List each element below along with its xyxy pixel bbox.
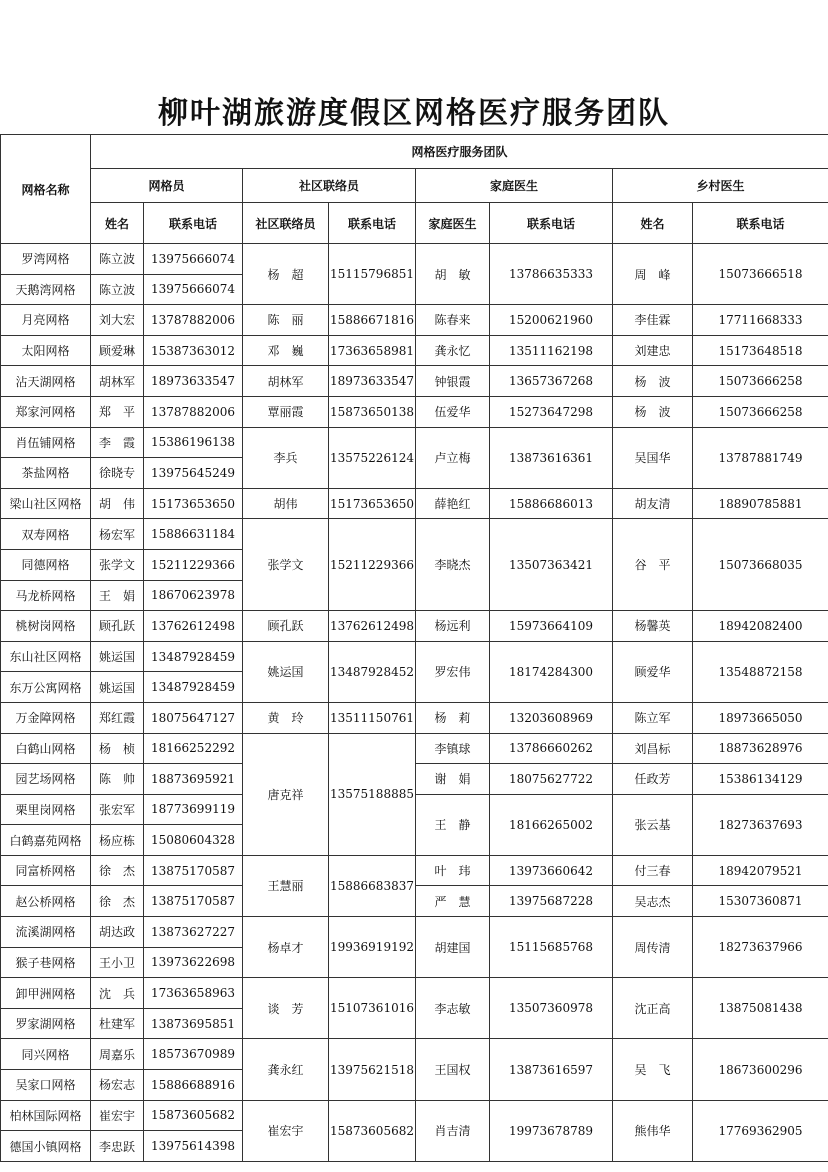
- family-doctor-name-cell: 薛艳红: [416, 488, 490, 519]
- gridman-name-cell: 张宏军: [91, 794, 144, 825]
- gridman-name-cell: 杨宏军: [91, 519, 144, 550]
- gridman-phone-cell: 13787882006: [144, 396, 243, 427]
- gridman-phone-cell: 13973622698: [144, 947, 243, 978]
- village-doctor-name-cell: 杨 波: [613, 396, 693, 427]
- family-doctor-name-cell: 陈春来: [416, 305, 490, 336]
- table-row: [1, 244, 828, 275]
- gridman-phone-cell: 15080604328: [144, 825, 243, 856]
- village-doctor-phone-cell: 15073666518: [693, 244, 828, 305]
- table-row: [1, 978, 828, 1009]
- team-table: [0, 134, 828, 1162]
- table-row: [1, 335, 828, 366]
- family-doctor-phone-cell: 13657367268: [490, 366, 613, 397]
- gridman-phone-cell: 15873605682: [144, 1100, 243, 1131]
- community-phone-cell: 13575188885: [329, 733, 416, 855]
- village-doctor-phone-cell: 15173648518: [693, 335, 828, 366]
- village-doctor-name-cell: 刘建忠: [613, 335, 693, 366]
- grid-name-cell: 桃树岗网格: [1, 611, 91, 642]
- family-doctor-name-cell: 杨远利: [416, 611, 490, 642]
- gridman-name-cell: 周嘉乐: [91, 1039, 144, 1070]
- village-doctor-phone-cell: 18942082400: [693, 611, 828, 642]
- community-name-cell: 胡林军: [243, 366, 329, 397]
- village-doctor-phone-cell: 15386134129: [693, 764, 828, 795]
- family-doctor-name-cell: 王 静: [416, 794, 490, 855]
- village-doctor-name-cell: 张云基: [613, 794, 693, 855]
- subheader-name: 姓名: [613, 203, 693, 244]
- gridman-name-cell: 李 霞: [91, 427, 144, 458]
- community-phone-cell: 15211229366: [329, 519, 416, 611]
- family-doctor-phone-cell: 18166265002: [490, 794, 613, 855]
- community-name-cell: 王慧丽: [243, 855, 329, 916]
- gridman-phone-cell: 18166252292: [144, 733, 243, 764]
- table-row: [1, 641, 828, 672]
- gridman-phone-cell: 13975666074: [144, 274, 243, 305]
- gridman-name-cell: 顾孔跃: [91, 611, 144, 642]
- gridman-phone-cell: 15886631184: [144, 519, 243, 550]
- grid-name-cell: 东万公寓网格: [1, 672, 91, 703]
- village-doctor-name-cell: 周 峰: [613, 244, 693, 305]
- gridman-phone-cell: 18670623978: [144, 580, 243, 611]
- header-team: 网格医疗服务团队: [91, 135, 828, 169]
- grid-name-cell: 柏林国际网格: [1, 1100, 91, 1131]
- table-row: [1, 733, 828, 764]
- grid-name-cell: 肖伍铺网格: [1, 427, 91, 458]
- gridman-name-cell: 徐 杰: [91, 886, 144, 917]
- family-doctor-phone-cell: 15273647298: [490, 396, 613, 427]
- community-phone-cell: 15886671816: [329, 305, 416, 336]
- table-row: [1, 1039, 828, 1070]
- community-name-cell: 龚永红: [243, 1039, 329, 1100]
- community-phone-cell: 15107361016: [329, 978, 416, 1039]
- gridman-phone-cell: 13975645249: [144, 458, 243, 489]
- family-doctor-name-cell: 严 慧: [416, 886, 490, 917]
- family-doctor-name-cell: 罗宏伟: [416, 641, 490, 702]
- gridman-name-cell: 陈 帅: [91, 764, 144, 795]
- family-doctor-phone-cell: 13507363421: [490, 519, 613, 611]
- village-doctor-name-cell: 李佳霖: [613, 305, 693, 336]
- community-name-cell: 李兵: [243, 427, 329, 488]
- header-grid-name: 网格名称: [1, 135, 91, 244]
- village-doctor-phone-cell: 18973665050: [693, 702, 828, 733]
- village-doctor-phone-cell: 17711668333: [693, 305, 828, 336]
- village-doctor-phone-cell: 13787881749: [693, 427, 828, 488]
- family-doctor-name-cell: 肖吉清: [416, 1100, 490, 1161]
- grid-name-cell: 赵公桥网格: [1, 886, 91, 917]
- gridman-phone-cell: 15211229366: [144, 549, 243, 580]
- gridman-phone-cell: 15173653650: [144, 488, 243, 519]
- village-doctor-name-cell: 吴 飞: [613, 1039, 693, 1100]
- subheader-phone: 联系电话: [329, 203, 416, 244]
- gridman-phone-cell: 13787882006: [144, 305, 243, 336]
- community-name-cell: 胡伟: [243, 488, 329, 519]
- village-doctor-phone-cell: 18673600296: [693, 1039, 828, 1100]
- community-phone-cell: 18973633547: [329, 366, 416, 397]
- table-row: [1, 488, 828, 519]
- village-doctor-phone-cell: 18890785881: [693, 488, 828, 519]
- family-doctor-name-cell: 叶 玮: [416, 855, 490, 886]
- family-doctor-phone-cell: 13203608969: [490, 702, 613, 733]
- family-doctor-phone-cell: 15973664109: [490, 611, 613, 642]
- gridman-name-cell: 郑红霞: [91, 702, 144, 733]
- table-row: [1, 917, 828, 948]
- gridman-name-cell: 崔宏宇: [91, 1100, 144, 1131]
- grid-name-cell: 东山社区网格: [1, 641, 91, 672]
- gridman-name-cell: 沈 兵: [91, 978, 144, 1009]
- village-doctor-phone-cell: 15073668035: [693, 519, 828, 611]
- village-doctor-phone-cell: 18273637693: [693, 794, 828, 855]
- gridman-phone-cell: 13873695851: [144, 1008, 243, 1039]
- subheader-phone: 联系电话: [693, 203, 828, 244]
- gridman-phone-cell: 18973633547: [144, 366, 243, 397]
- header-community: 社区联络员: [243, 169, 416, 203]
- village-doctor-phone-cell: 15307360871: [693, 886, 828, 917]
- family-doctor-phone-cell: 18174284300: [490, 641, 613, 702]
- family-doctor-name-cell: 谢 娟: [416, 764, 490, 795]
- grid-name-cell: 同德网格: [1, 549, 91, 580]
- family-doctor-phone-cell: 13975687228: [490, 886, 613, 917]
- gridman-name-cell: 姚运国: [91, 672, 144, 703]
- grid-name-cell: 马龙桥网格: [1, 580, 91, 611]
- gridman-name-cell: 陈立波: [91, 274, 144, 305]
- community-phone-cell: 13575226124: [329, 427, 416, 488]
- header-family: 家庭医生: [416, 169, 613, 203]
- family-doctor-name-cell: 李晓杰: [416, 519, 490, 611]
- community-name-cell: 谈 芳: [243, 978, 329, 1039]
- family-doctor-phone-cell: 13873616597: [490, 1039, 613, 1100]
- subheader-phone: 联系电话: [144, 203, 243, 244]
- village-doctor-phone-cell: 15073666258: [693, 366, 828, 397]
- community-phone-cell: 13762612498: [329, 611, 416, 642]
- family-doctor-phone-cell: 15200621960: [490, 305, 613, 336]
- village-doctor-name-cell: 吴志杰: [613, 886, 693, 917]
- family-doctor-phone-cell: 13873616361: [490, 427, 613, 488]
- family-doctor-name-cell: 胡 敏: [416, 244, 490, 305]
- gridman-phone-cell: 15886688916: [144, 1070, 243, 1101]
- gridman-name-cell: 王 娟: [91, 580, 144, 611]
- grid-name-cell: 梁山社区网格: [1, 488, 91, 519]
- grid-name-cell: 天鹅湾网格: [1, 274, 91, 305]
- community-name-cell: 姚运国: [243, 641, 329, 702]
- gridman-phone-cell: 18873695921: [144, 764, 243, 795]
- gridman-phone-cell: 15386196138: [144, 427, 243, 458]
- table-row: [1, 519, 828, 550]
- gridman-phone-cell: 13875170587: [144, 855, 243, 886]
- village-doctor-name-cell: 杨馨英: [613, 611, 693, 642]
- gridman-name-cell: 杨宏志: [91, 1070, 144, 1101]
- community-name-cell: 顾孔跃: [243, 611, 329, 642]
- subheader-name: 姓名: [91, 203, 144, 244]
- grid-name-cell: 沾天湖网格: [1, 366, 91, 397]
- gridman-phone-cell: 13975666074: [144, 244, 243, 275]
- family-doctor-phone-cell: 13786635333: [490, 244, 613, 305]
- community-name-cell: 崔宏宇: [243, 1100, 329, 1161]
- gridman-name-cell: 张学文: [91, 549, 144, 580]
- gridman-name-cell: 顾爱琳: [91, 335, 144, 366]
- header-gridman: 网格员: [91, 169, 243, 203]
- grid-name-cell: 栗里岗网格: [1, 794, 91, 825]
- community-phone-cell: 15886683837: [329, 855, 416, 916]
- village-doctor-name-cell: 熊伟华: [613, 1100, 693, 1161]
- community-name-cell: 黄 玲: [243, 702, 329, 733]
- community-phone-cell: 15115796851: [329, 244, 416, 305]
- table-row: [1, 396, 828, 427]
- village-doctor-phone-cell: 18273637966: [693, 917, 828, 978]
- table-row: [1, 611, 828, 642]
- community-name-cell: 陈 丽: [243, 305, 329, 336]
- family-doctor-phone-cell: 13973660642: [490, 855, 613, 886]
- subheader-community: 社区联络员: [243, 203, 329, 244]
- grid-name-cell: 太阳网格: [1, 335, 91, 366]
- gridman-name-cell: 胡达政: [91, 917, 144, 948]
- family-doctor-name-cell: 伍爱华: [416, 396, 490, 427]
- gridman-phone-cell: 13487928459: [144, 672, 243, 703]
- community-phone-cell: 15173653650: [329, 488, 416, 519]
- table-row: [1, 855, 828, 886]
- community-phone-cell: 15873605682: [329, 1100, 416, 1161]
- gridman-name-cell: 杜建军: [91, 1008, 144, 1039]
- gridman-name-cell: 刘大宏: [91, 305, 144, 336]
- table-row: [1, 305, 828, 336]
- table-row: [1, 427, 828, 458]
- community-name-cell: 张学文: [243, 519, 329, 611]
- village-doctor-name-cell: 周传清: [613, 917, 693, 978]
- community-name-cell: 杨 超: [243, 244, 329, 305]
- grid-name-cell: 同富桥网格: [1, 855, 91, 886]
- family-doctor-name-cell: 李镇球: [416, 733, 490, 764]
- grid-name-cell: 罗湾网格: [1, 244, 91, 275]
- village-doctor-phone-cell: 18942079521: [693, 855, 828, 886]
- gridman-phone-cell: 17363658963: [144, 978, 243, 1009]
- village-doctor-name-cell: 任政芳: [613, 764, 693, 795]
- gridman-phone-cell: 18075647127: [144, 702, 243, 733]
- gridman-name-cell: 杨 桢: [91, 733, 144, 764]
- grid-name-cell: 吴家口网格: [1, 1070, 91, 1101]
- grid-name-cell: 茶盐网格: [1, 458, 91, 489]
- family-doctor-name-cell: 胡建国: [416, 917, 490, 978]
- subheader-family: 家庭医生: [416, 203, 490, 244]
- page-title: 柳叶湖旅游度假区网格医疗服务团队: [158, 96, 670, 131]
- community-name-cell: 唐克祥: [243, 733, 329, 855]
- gridman-name-cell: 胡林军: [91, 366, 144, 397]
- table-body: [1, 244, 828, 1162]
- village-doctor-name-cell: 杨 波: [613, 366, 693, 397]
- family-doctor-phone-cell: 18075627722: [490, 764, 613, 795]
- gridman-name-cell: 杨应栋: [91, 825, 144, 856]
- community-phone-cell: 17363658981: [329, 335, 416, 366]
- gridman-phone-cell: 18773699119: [144, 794, 243, 825]
- family-doctor-name-cell: 杨 莉: [416, 702, 490, 733]
- grid-name-cell: 月亮网格: [1, 305, 91, 336]
- family-doctor-name-cell: 龚永忆: [416, 335, 490, 366]
- grid-name-cell: 流溪湖网格: [1, 917, 91, 948]
- village-doctor-name-cell: 顾爱华: [613, 641, 693, 702]
- header-village: 乡村医生: [613, 169, 828, 203]
- village-doctor-name-cell: 吴国华: [613, 427, 693, 488]
- community-phone-cell: 13975621518: [329, 1039, 416, 1100]
- gridman-phone-cell: 13487928459: [144, 641, 243, 672]
- family-doctor-phone-cell: 15886686013: [490, 488, 613, 519]
- community-name-cell: 覃丽霞: [243, 396, 329, 427]
- family-doctor-name-cell: 李志敏: [416, 978, 490, 1039]
- grid-name-cell: 园艺场网格: [1, 764, 91, 795]
- grid-name-cell: 双寿网格: [1, 519, 91, 550]
- village-doctor-name-cell: 付三春: [613, 855, 693, 886]
- gridman-phone-cell: 13875170587: [144, 886, 243, 917]
- gridman-name-cell: 徐 杰: [91, 855, 144, 886]
- table-row: [1, 702, 828, 733]
- family-doctor-name-cell: 钟银霞: [416, 366, 490, 397]
- family-doctor-name-cell: 卢立梅: [416, 427, 490, 488]
- gridman-name-cell: 姚运国: [91, 641, 144, 672]
- subheader-phone: 联系电话: [490, 203, 613, 244]
- grid-name-cell: 白鹤嘉苑网格: [1, 825, 91, 856]
- grid-name-cell: 卸甲洲网格: [1, 978, 91, 1009]
- grid-name-cell: 罗家湖网格: [1, 1008, 91, 1039]
- table-row: [1, 366, 828, 397]
- grid-name-cell: 郑家河网格: [1, 396, 91, 427]
- gridman-phone-cell: 13975614398: [144, 1131, 243, 1162]
- table-row: [1, 1100, 828, 1131]
- grid-name-cell: 白鹤山网格: [1, 733, 91, 764]
- community-phone-cell: 19936919192: [329, 917, 416, 978]
- gridman-phone-cell: 15387363012: [144, 335, 243, 366]
- family-doctor-phone-cell: 15115685768: [490, 917, 613, 978]
- village-doctor-name-cell: 胡友清: [613, 488, 693, 519]
- family-doctor-phone-cell: 13786660262: [490, 733, 613, 764]
- family-doctor-phone-cell: 19973678789: [490, 1100, 613, 1161]
- gridman-name-cell: 陈立波: [91, 244, 144, 275]
- village-doctor-phone-cell: 15073666258: [693, 396, 828, 427]
- village-doctor-phone-cell: 17769362905: [693, 1100, 828, 1161]
- community-phone-cell: 13511150761: [329, 702, 416, 733]
- village-doctor-name-cell: 陈立军: [613, 702, 693, 733]
- grid-name-cell: 德国小镇网格: [1, 1131, 91, 1162]
- grid-name-cell: 万金障网格: [1, 702, 91, 733]
- gridman-name-cell: 胡 伟: [91, 488, 144, 519]
- community-phone-cell: 15873650138: [329, 396, 416, 427]
- village-doctor-name-cell: 谷 平: [613, 519, 693, 611]
- gridman-name-cell: 郑 平: [91, 396, 144, 427]
- gridman-phone-cell: 18573670989: [144, 1039, 243, 1070]
- gridman-phone-cell: 13762612498: [144, 611, 243, 642]
- village-doctor-phone-cell: 13548872158: [693, 641, 828, 702]
- village-doctor-phone-cell: 13875081438: [693, 978, 828, 1039]
- family-doctor-name-cell: 王国权: [416, 1039, 490, 1100]
- gridman-name-cell: 李忠跃: [91, 1131, 144, 1162]
- village-doctor-phone-cell: 18873628976: [693, 733, 828, 764]
- community-name-cell: 杨卓才: [243, 917, 329, 978]
- gridman-name-cell: 徐晓专: [91, 458, 144, 489]
- village-doctor-name-cell: 沈正高: [613, 978, 693, 1039]
- gridman-phone-cell: 13873627227: [144, 917, 243, 948]
- grid-name-cell: 同兴网格: [1, 1039, 91, 1070]
- grid-name-cell: 猴子巷网格: [1, 947, 91, 978]
- village-doctor-name-cell: 刘昌标: [613, 733, 693, 764]
- gridman-name-cell: 王小卫: [91, 947, 144, 978]
- community-phone-cell: 13487928452: [329, 641, 416, 702]
- community-name-cell: 邓 巍: [243, 335, 329, 366]
- family-doctor-phone-cell: 13511162198: [490, 335, 613, 366]
- family-doctor-phone-cell: 13507360978: [490, 978, 613, 1039]
